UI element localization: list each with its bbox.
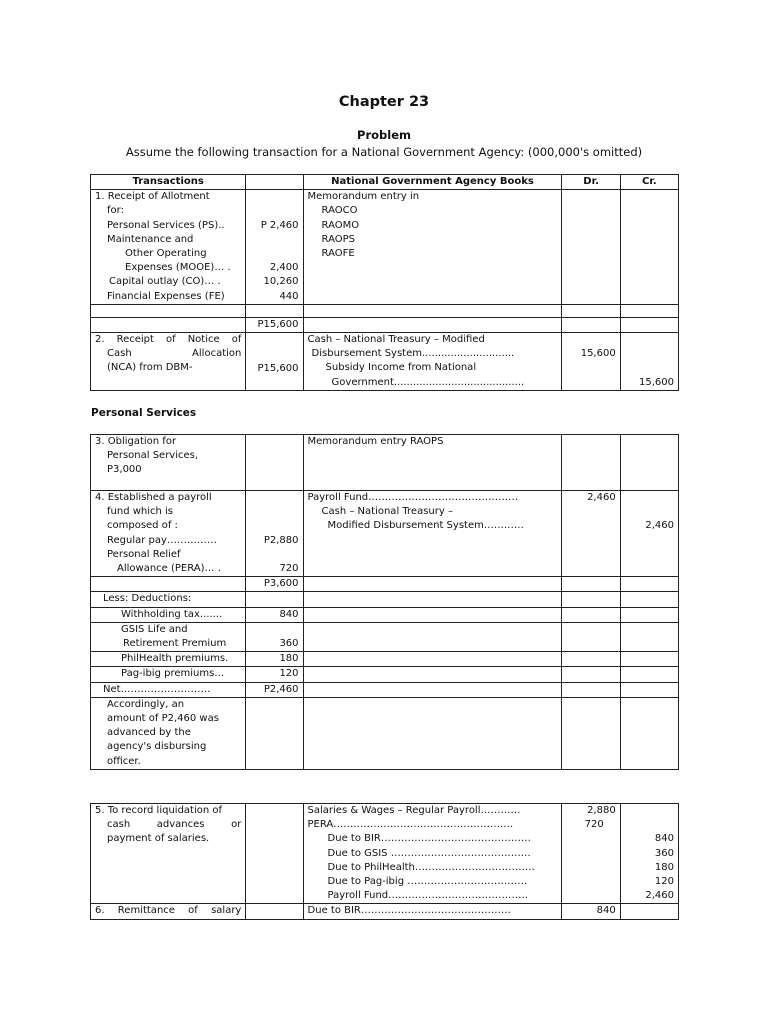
net-amount: P2,460 xyxy=(246,682,303,697)
deduction-label: Pag-ibig premiums… xyxy=(91,667,246,682)
deduction-label: PhilHealth premiums. xyxy=(91,652,246,667)
net-label: Net……………………… xyxy=(91,682,246,697)
entry-cell: Payroll Fund……………………………………… Cash – National Treasury – Modified Disbursement System………… xyxy=(303,491,562,577)
table-row xyxy=(91,607,679,622)
table-row xyxy=(91,697,679,769)
header-amount xyxy=(246,175,303,190)
amount-cell: P15,600 xyxy=(246,333,303,391)
problem-heading: Problem xyxy=(357,128,411,142)
header-books: National Government Agency Books xyxy=(303,175,562,190)
header-credit: Cr. xyxy=(620,175,678,190)
table-header-row xyxy=(91,175,679,190)
table-row xyxy=(91,435,679,491)
credit-cell xyxy=(620,190,678,305)
table-row xyxy=(91,904,679,919)
debit-cell: 15,600 xyxy=(562,333,620,391)
transaction-cell: 4. Established a payroll fund which is composed of : Regular pay…………… Personal Relief Allowance (PERA)… . xyxy=(91,491,246,577)
debit-cell: 840 xyxy=(562,904,620,919)
deduction-label: Withholding tax....... xyxy=(91,607,246,622)
allotment-total: P15,600 xyxy=(246,317,303,332)
debit-cell xyxy=(562,190,620,305)
table-row xyxy=(91,622,679,651)
section-heading-personal-services: Personal Services xyxy=(91,407,197,419)
table-row xyxy=(91,304,679,317)
transaction-cell: 5. To record liquidation of cash advances or payment of salaries. xyxy=(91,804,246,904)
journal-table-liquidation xyxy=(90,803,679,920)
transaction-cell: 2. Receipt of Notice of Cash Allocation (NCA) from DBM- xyxy=(91,333,246,391)
deduction-amount: 120 xyxy=(246,667,303,682)
transaction-cell: 3. Obligation for Personal Services, P3,000 xyxy=(91,435,246,491)
journal-table-allotment xyxy=(90,174,679,391)
amount-cell: P 2,460 2,400 10,260 440 xyxy=(246,190,303,305)
credit-cell: 15,600 xyxy=(620,333,678,391)
header-debit: Dr. xyxy=(562,175,620,190)
table-row xyxy=(91,592,679,607)
journal-table-personal-services xyxy=(90,434,679,770)
entry-cell: Due to BIR……………………………………… xyxy=(303,904,562,919)
table-row xyxy=(91,667,679,682)
table-row xyxy=(91,333,679,391)
credit-cell: 2,460 xyxy=(620,491,678,577)
table-row xyxy=(91,804,679,904)
transaction-cell: 6. Remittance of salary xyxy=(91,904,246,919)
table-row xyxy=(91,317,679,332)
subtotal-amount: P3,600 xyxy=(246,577,303,592)
table-row xyxy=(91,491,679,577)
deduction-amount: 180 xyxy=(246,652,303,667)
credit-cell: 840 360 180 120 2,460 xyxy=(620,804,678,904)
page-title: Chapter 23 xyxy=(338,94,430,110)
entry-cell: Cash – National Treasury – Modified Disbursement System............................. Subsidy Income from National Government......................................... xyxy=(303,333,562,391)
deductions-label: Less: Deductions: xyxy=(91,592,246,607)
entry-cell: Memorandum entry RAOPS xyxy=(303,435,562,491)
debit-cell: 2,880 720 xyxy=(562,804,620,904)
table-row xyxy=(91,652,679,667)
problem-statement: Assume the following transaction for a National Government Agency: (000,000's omitted) xyxy=(125,145,643,159)
amount-cell: P2,880 720 xyxy=(246,491,303,577)
entry-cell: Salaries & Wages – Regular Payroll………… PERA……………………………………………… Due to BIR……………………………………… Due to GSIS …………………………………… Due to PhilHealth……………………………… Due to Pag-ibig ……………………………… Payroll Fund…………………………………… xyxy=(303,804,562,904)
debit-cell: 2,460 xyxy=(562,491,620,577)
table-row xyxy=(91,577,679,592)
deduction-amount: 360 xyxy=(246,622,303,651)
table-row xyxy=(91,190,679,305)
header-transactions: Transactions xyxy=(91,175,246,190)
advance-note: Accordingly, an amount of P2,460 was advanced by the agency's disbursing officer. xyxy=(91,697,246,769)
deduction-amount: 840 xyxy=(246,607,303,622)
deduction-label: GSIS Life and Retirement Premium xyxy=(91,622,246,651)
table-row xyxy=(91,682,679,697)
entry-cell: Memorandum entry in RAOCO RAOMO RAOPS RAOFE xyxy=(303,190,562,305)
transaction-cell: 1. Receipt of Allotment for: Personal Services (PS).. Maintenance and Other Operating Expenses (MOOE)… . Capital outlay (CO)… . Financial Expenses (FE) xyxy=(91,190,246,305)
